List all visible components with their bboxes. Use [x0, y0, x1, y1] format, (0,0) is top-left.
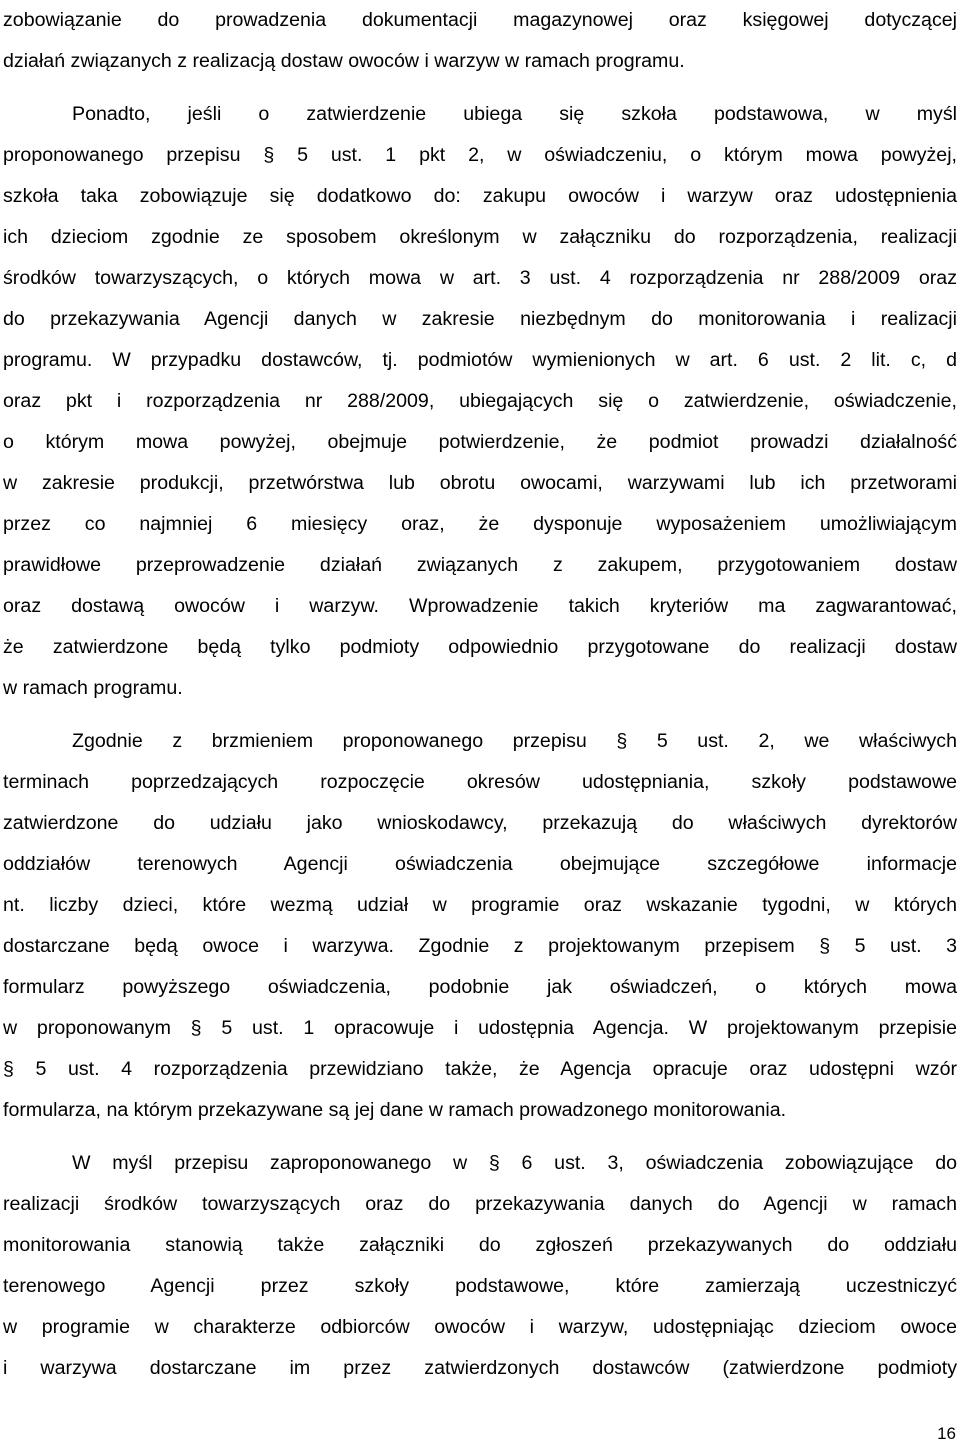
- text-line: dostarczane będą owoce i warzywa. Zgodnie z projektowanym przepisem § 5 ust. 3: [3, 935, 957, 957]
- text-line: formularza, na którym przekazywane są jej dane w ramach prowadzonego monitorowania.: [3, 1099, 787, 1121]
- text-line: o którym mowa powyżej, obejmuje potwierdzenie, że podmiot prowadzi działalność: [3, 431, 957, 453]
- text-line: do przekazywania Agencji danych w zakresie niezbędnym do monitorowania i realizacji: [3, 308, 957, 330]
- text-line: i warzywa dostarczane im przez zatwierdzonych dostawców (zatwierdzone podmioty: [3, 1357, 957, 1379]
- text-line: terminach poprzedzających rozpoczęcie okresów udostępniania, szkoły podstawowe: [3, 771, 957, 793]
- text-line: programu. W przypadku dostawców, tj. podmiotów wymienionych w art. 6 ust. 2 lit. c, d: [3, 349, 957, 371]
- text-line: w ramach programu.: [3, 677, 183, 699]
- text-line: oddziałów terenowych Agencji oświadczenia obejmujące szczegółowe informacje: [3, 853, 957, 875]
- text-line: oraz pkt i rozporządzenia nr 288/2009, ubiegających się o zatwierdzenie, oświadczenie,: [3, 390, 957, 412]
- text-line: w programie w charakterze odbiorców owoców i warzyw, udostępniając dzieciom owoce: [3, 1316, 957, 1338]
- text-line: Ponadto, jeśli o zatwierdzenie ubiega się szkoła podstawowa, w myśl: [72, 103, 957, 125]
- document-body: [3, 0, 957, 1389]
- text-line: nt. liczby dzieci, które wezmą udział w programie oraz wskazanie tygodni, w których: [3, 894, 957, 916]
- text-line: ich dzieciom zgodnie ze sposobem określonym w załączniku do rozporządzenia, realizacji: [3, 226, 957, 248]
- paragraph-gap: [3, 709, 957, 721]
- text-line: zobowiązanie do prowadzenia dokumentacji magazynowej oraz księgowej dotyczącej: [3, 9, 957, 31]
- text-line: w proponowanym § 5 ust. 1 opracowuje i udostępnia Agencja. W projektowanym przepisie: [3, 1017, 957, 1039]
- text-line: Zgodnie z brzmieniem proponowanego przepisu § 5 ust. 2, we właściwych: [72, 730, 957, 752]
- text-line: że zatwierdzone będą tylko podmioty odpowiednio przygotowane do realizacji dostaw: [3, 636, 957, 658]
- text-line: działań związanych z realizacją dostaw owoców i warzyw w ramach programu.: [3, 50, 685, 72]
- text-line: w zakresie produkcji, przetwórstwa lub obrotu owocami, warzywami lub ich przetworami: [3, 472, 957, 494]
- paragraph-gap: [3, 1131, 957, 1143]
- text-line: monitorowania stanowią także załączniki do zgłoszeń przekazywanych do oddziału: [3, 1234, 957, 1256]
- page-number: 16: [937, 1424, 956, 1443]
- text-line: środków towarzyszących, o których mowa w art. 3 ust. 4 rozporządzenia nr 288/2009 oraz: [3, 267, 957, 289]
- text-line: zatwierdzone do udziału jako wnioskodawcy, przekazują do właściwych dyrektorów: [3, 812, 957, 834]
- text-line: realizacji środków towarzyszących oraz do przekazywania danych do Agencji w ramach: [3, 1193, 957, 1215]
- text-line: § 5 ust. 4 rozporządzenia przewidziano także, że Agencja opracuje oraz udostępni wzór: [3, 1058, 957, 1080]
- text-line: oraz dostawą owoców i warzyw. Wprowadzenie takich kryteriów ma zagwarantować,: [3, 595, 957, 617]
- text-line: prawidłowe przeprowadzenie działań związanych z zakupem, przygotowaniem dostaw: [3, 554, 957, 576]
- text-line: terenowego Agencji przez szkoły podstawowe, które zamierzają uczestniczyć: [3, 1275, 957, 1297]
- text-line: proponowanego przepisu § 5 ust. 1 pkt 2, w oświadczeniu, o którym mowa powyżej,: [3, 144, 957, 166]
- text-line: W myśl przepisu zaproponowanego w § 6 ust. 3, oświadczenia zobowiązujące do: [72, 1152, 957, 1174]
- text-line: szkoła taka zobowiązuje się dodatkowo do: zakupu owoców i warzyw oraz udostępnienia: [3, 185, 957, 207]
- paragraph-gap: [3, 82, 957, 94]
- text-line: przez co najmniej 6 miesięcy oraz, że dysponuje wyposażeniem umożliwiającym: [3, 513, 957, 535]
- text-line: formularz powyższego oświadczenia, podobnie jak oświadczeń, o których mowa: [3, 976, 957, 998]
